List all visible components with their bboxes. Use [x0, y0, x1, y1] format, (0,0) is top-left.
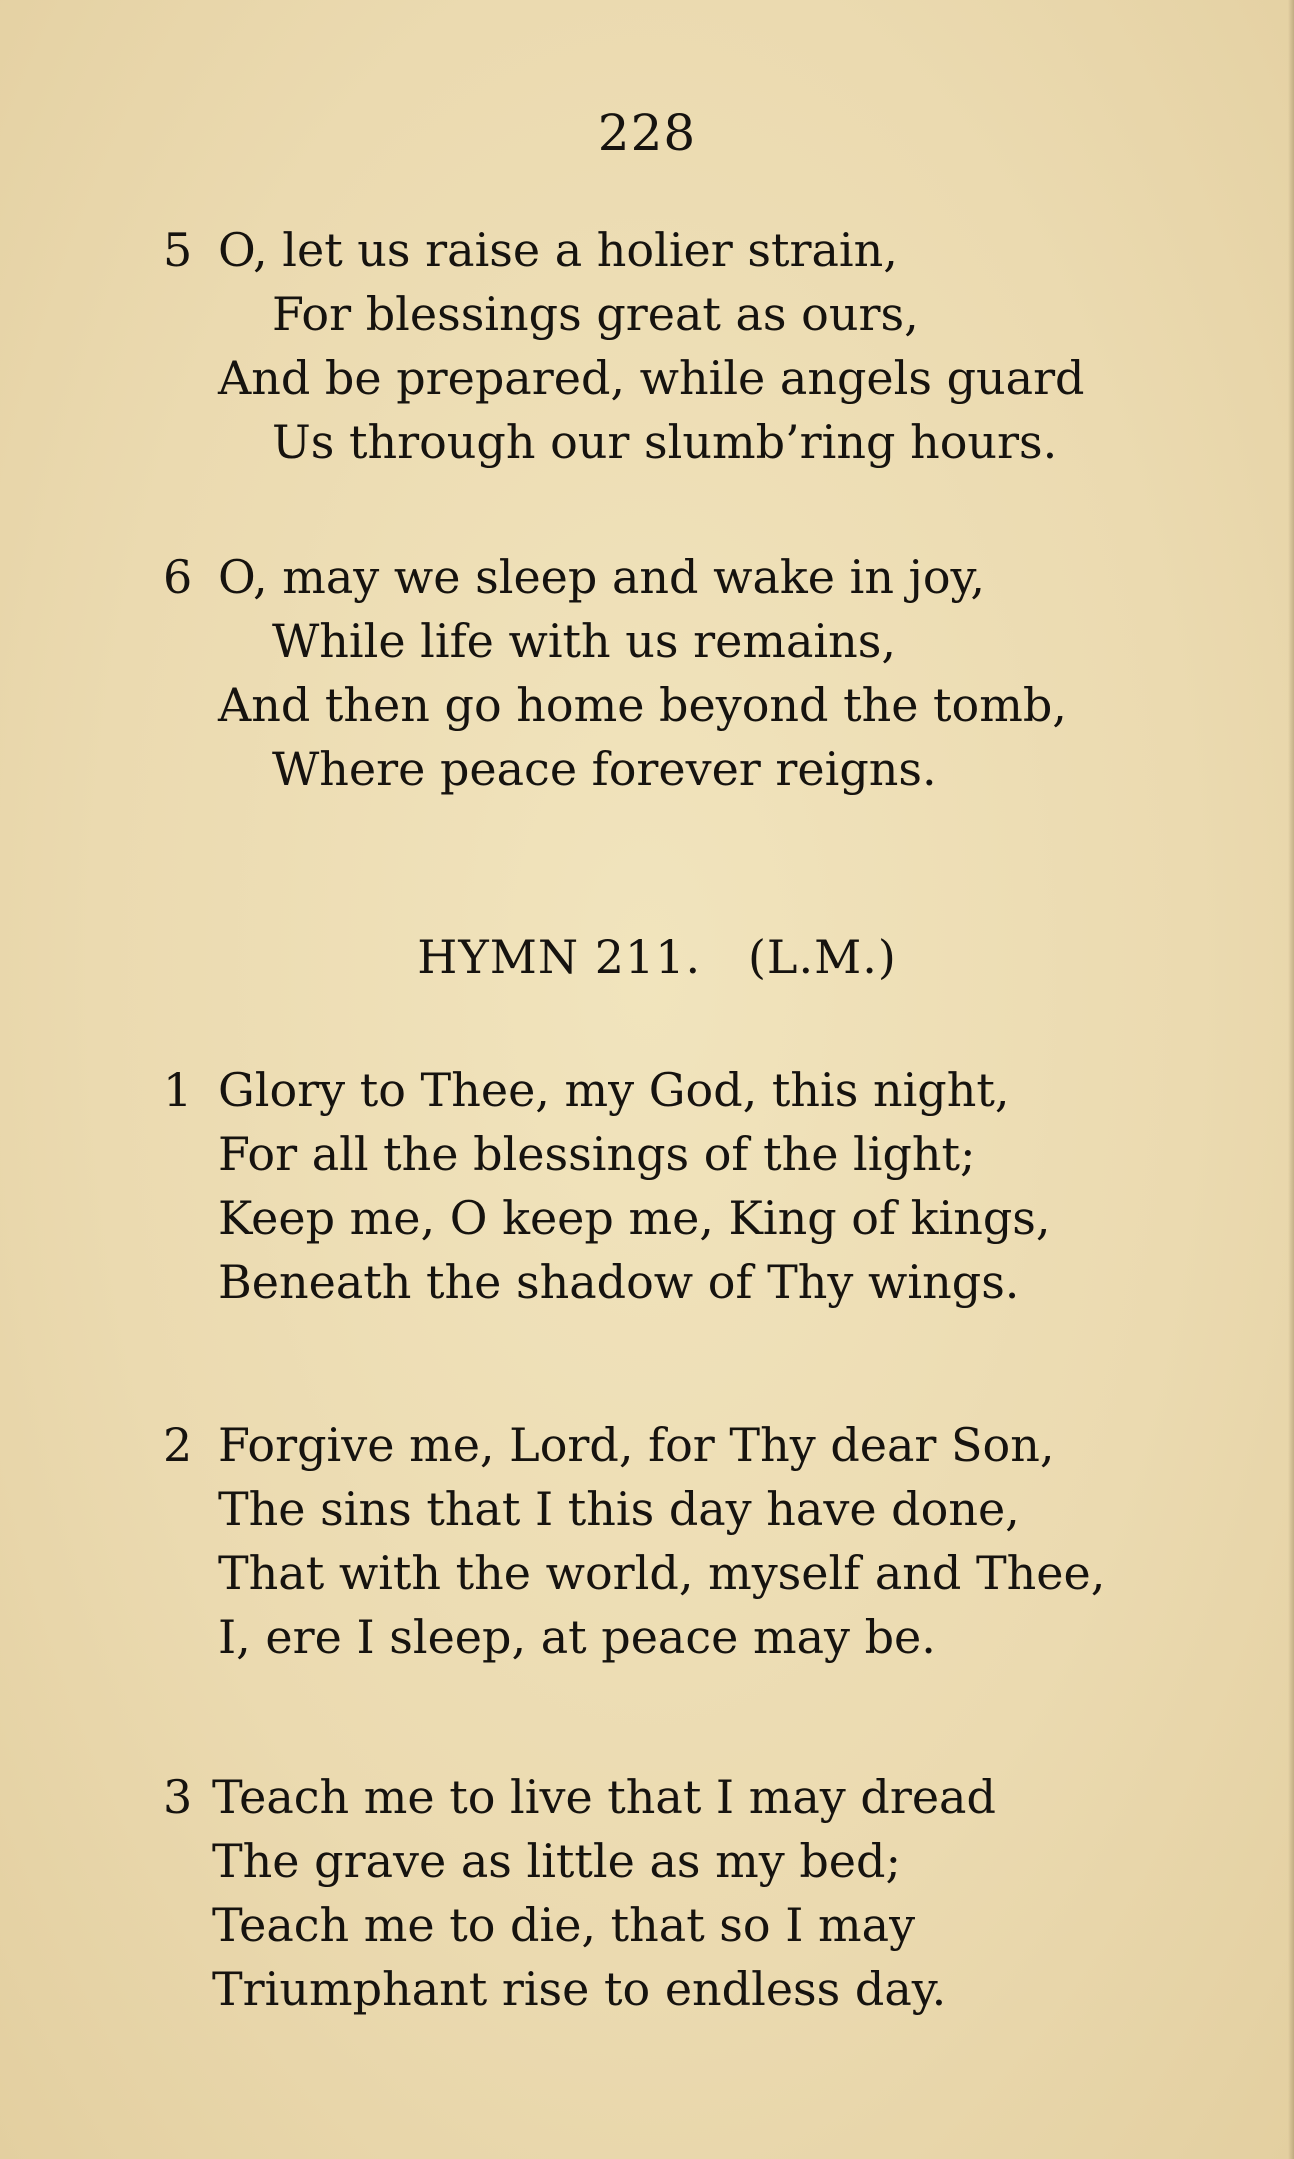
verse-line: While life with us remains, — [272, 614, 896, 668]
verse-line: Forgive me, Lord, for Thy dear Son, — [218, 1418, 1055, 1472]
verse-number: 6 — [163, 550, 193, 604]
page-edge-shadow — [1288, 0, 1294, 2159]
verse-line: Glory to Thee, my God, this night, — [218, 1063, 1010, 1117]
verse-line: That with the world, myself and Thee, — [218, 1546, 1106, 1600]
verse-line: For blessings great as ours, — [272, 287, 919, 341]
page-number: 228 — [597, 104, 697, 162]
verse-line: Where peace forever reigns. — [272, 742, 937, 796]
verse-number: 1 — [163, 1063, 193, 1117]
verse-line: O, may we sleep and wake in joy, — [218, 550, 986, 604]
verse-number: 3 — [163, 1770, 193, 1824]
verse-number: 5 — [163, 223, 193, 277]
verse-number: 2 — [163, 1418, 193, 1472]
verse-line: And then go home beyond the tomb, — [218, 678, 1067, 732]
hymn-heading: HYMN 211. (L.M.) — [417, 930, 897, 984]
verse-line: O, let us raise a holier strain, — [218, 223, 898, 277]
verse-line: The sins that I this day have done, — [218, 1482, 1020, 1536]
verse-line: Beneath the shadow of Thy wings. — [218, 1255, 1020, 1309]
verse-line: For all the blessings of the light; — [218, 1127, 976, 1181]
verse-line: Us through our slumb’ring hours. — [272, 415, 1058, 469]
verse-line: Teach me to die, that so I may — [212, 1898, 916, 1952]
verse-line: I, ere I sleep, at peace may be. — [218, 1610, 936, 1664]
verse-line: And be prepared, while angels guard — [218, 351, 1085, 405]
verse-line: Triumphant rise to endless day. — [212, 1962, 947, 2016]
verse-line: Teach me to live that I may dread — [212, 1770, 996, 1824]
verse-line: Keep me, O keep me, King of kings, — [218, 1191, 1051, 1245]
verse-line: The grave as little as my bed; — [212, 1834, 901, 1888]
